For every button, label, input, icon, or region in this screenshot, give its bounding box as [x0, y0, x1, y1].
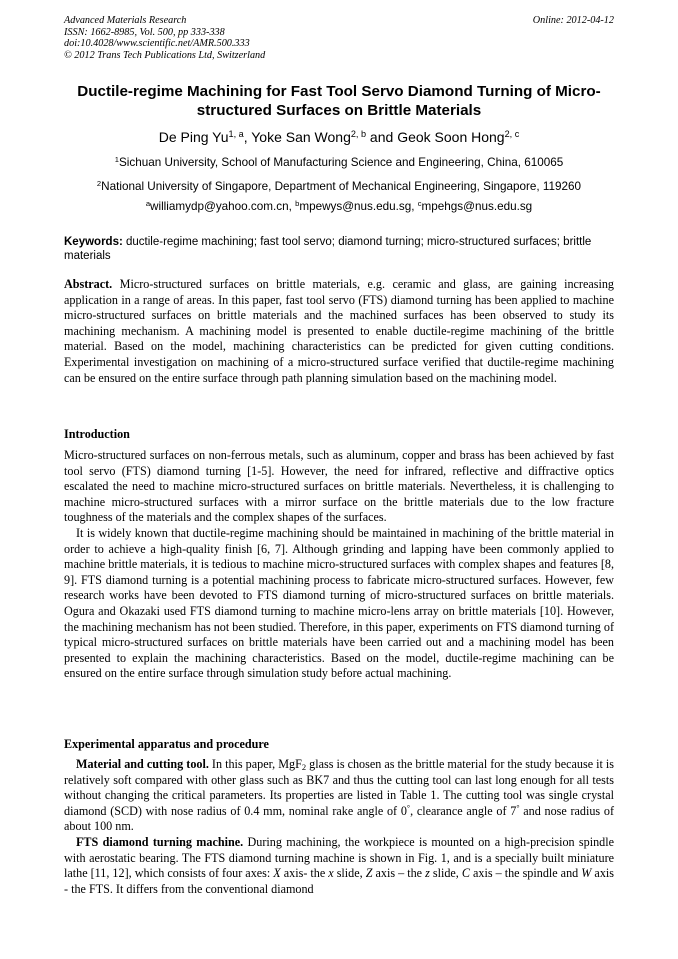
- copyright-line: © 2012 Trans Tech Publications Ltd, Switzerland: [64, 49, 266, 61]
- text-run: glass is chosen as the brittle material for the study because it is relatively soft compared with other glass such as BK7 and thus the cutting tool can last long enough for all tests without changing the critical parameters. Its properties are listed in Table 1. The cutting tool was single crystal diamond (SCD) with nose radius of 0.4 mm, nominal rake angle of 0: [64, 757, 615, 818]
- italic-symbol: z: [425, 866, 430, 881]
- text-run: axis – the: [372, 866, 426, 881]
- italic-symbol: X: [273, 866, 281, 881]
- email-sup: b: [295, 198, 300, 208]
- email-address[interactable]: williamydp@yahoo.com.cn: [150, 200, 289, 213]
- author-list: [64, 128, 614, 146]
- italic-symbol: x: [328, 866, 334, 881]
- author-sup: 2, b: [350, 129, 367, 139]
- affiliation-sup: 1: [114, 154, 120, 164]
- text-run: slide,: [333, 866, 366, 881]
- section-heading-introduction: Introduction: [64, 427, 130, 441]
- superscript: °: [406, 803, 411, 813]
- affiliation-text: National University of Singapore, Department of Mechanical Engineering, Singapore, 119260: [101, 180, 582, 193]
- subscript: 2: [301, 762, 307, 773]
- abstract-label: Abstract.: [64, 277, 113, 291]
- paragraph: [64, 835, 614, 897]
- section-heading-experimental: Experimental apparatus and procedure: [64, 737, 269, 751]
- paper-title: Ductile-regime Machining for Fast Tool Servo Diamond Turning of Micro-structured Surfaces on Brittle Materials: [77, 83, 601, 119]
- issn-line: ISSN: 1662-8985, Vol. 500, pp 333-338: [64, 26, 225, 38]
- italic-symbol: Z: [365, 866, 373, 881]
- email-list: [64, 200, 614, 214]
- doi-line: doi:10.4028/www.scientific.net/AMR.500.333: [64, 38, 250, 49]
- affiliation-sup: 2: [96, 178, 102, 188]
- text-run: In this paper, MgF: [208, 757, 302, 771]
- superscript: °: [516, 803, 520, 813]
- italic-symbol: C: [461, 866, 470, 881]
- introduction-body: [64, 448, 614, 682]
- text-run: axis – the spindle and: [469, 866, 582, 881]
- keywords-label: Keywords:: [64, 236, 123, 248]
- affiliation-2: [64, 180, 614, 194]
- text-run: and nose radius of about 100 nm.: [64, 803, 615, 834]
- online-date: Online: 2012-04-12: [532, 15, 614, 26]
- text-run: axis- the: [280, 866, 329, 881]
- paragraph: [64, 757, 614, 835]
- author-name: De Ping Yu: [158, 129, 229, 145]
- email-sep: ,: [288, 200, 296, 213]
- abstract: [64, 277, 614, 386]
- paragraph-lead: FTS diamond turning machine.: [76, 834, 244, 849]
- author-name: Geok Soon Hong: [397, 129, 505, 145]
- author-sep: ,: [243, 129, 252, 145]
- email-address[interactable]: mpehgs@nus.edu.sg: [421, 200, 533, 213]
- email-sup: c: [417, 198, 422, 208]
- text-run: slide,: [429, 866, 462, 881]
- affiliation-1: [64, 156, 614, 170]
- author-sep: and: [366, 129, 398, 145]
- running-header: [64, 15, 614, 61]
- italic-symbol: W: [581, 866, 592, 881]
- author-name: Yoke San Wong: [251, 129, 351, 145]
- email-address[interactable]: mpewys@nus.edu.sg: [299, 200, 412, 213]
- email-sep: ,: [411, 200, 418, 213]
- author-sup: 1, a: [228, 129, 244, 139]
- affiliation-text: Sichuan University, School of Manufacturing Science and Engineering, China, 610065: [119, 156, 564, 169]
- journal-name: Advanced Materials Research: [64, 15, 187, 26]
- author-sup: 2, c: [504, 129, 520, 139]
- text-run: During machining, the workpiece is mounted on a high-precision spindle with aerostatic bearing. The FTS diamond turning machine is shown in Fig. 1, and is a specially built miniature lathe [11, 12], which consists of four axes:: [64, 834, 614, 881]
- paragraph-lead: Material and cutting tool.: [76, 757, 209, 771]
- email-sup: a: [145, 198, 151, 208]
- text-run: axis - the FTS. It differs from the conventional diamond: [64, 866, 614, 896]
- abstract-text: Micro-structured surfaces on brittle materials, e.g. ceramic and glass, are gaining increasing application in a range of areas. In this paper, fast tool servo (FTS) diamond turning has been applied to machine micro-structured surfaces on brittle materials and the machined surfaces has been observed to study its machining mechanism. A machining model is presented to enable ductile-regime machining of the brittle material. Based on the model, machining characteristics can be predicted for given cutting conditions. Experimental investigation on machining of a micro-structured surface verified that ductile-regime machining can be ensured on the entire surface through path planning simulation based on the machining model.: [64, 277, 614, 385]
- paragraph: Micro-structured surfaces on non-ferrous metals, such as aluminum, copper and brass has been achieved by fast tool servo (FTS) diamond turning [1-5]. However, the need for infrared, reflective and diffractive optics escalated the need to machine micro-structured surfaces on brittle materials. Nevertheless, it is challenging to machine micro-structured surfaces with a mirror surface on the brittle materials due to the low fracture toughness of the materials and the complex shapes of the surfaces.: [64, 448, 614, 525]
- keywords: [64, 235, 614, 263]
- experimental-body: [64, 757, 614, 897]
- paragraph: It is widely known that ductile-regime machining should be maintained in machining of the brittle material in order to achieve a high-quality finish [6, 7]. Although grinding and lapping have been commonly applied to machine brittle materials, it is tedious to machine micro-structured surfaces with complex shapes and features [8, 9]. FTS diamond turning is a potential machining process to fabricate micro-structured surfaces. However, few research works have been devoted to FTS diamond turning of micro-structured surfaces on brittle materials. Ogura and Okazaki used FTS diamond turning to machine micro-lens array on brittle materials [10]. However, the machining mechanism has not been studied. Therefore, in this paper, experiments on FTS diamond turning of typical micro-structured surfaces on brittle materials have been carried out and a machining model has been presented to explain the machining characteristics. Based on the model, ductile-regime machining can be ensured on the entire surface through simulation study before actual machining.: [64, 525, 614, 681]
- text-run: , clearance angle of 7: [410, 803, 517, 818]
- keywords-text: ductile-regime machining; fast tool servo; diamond turning; micro-structured surfaces; brittle materials: [64, 236, 592, 262]
